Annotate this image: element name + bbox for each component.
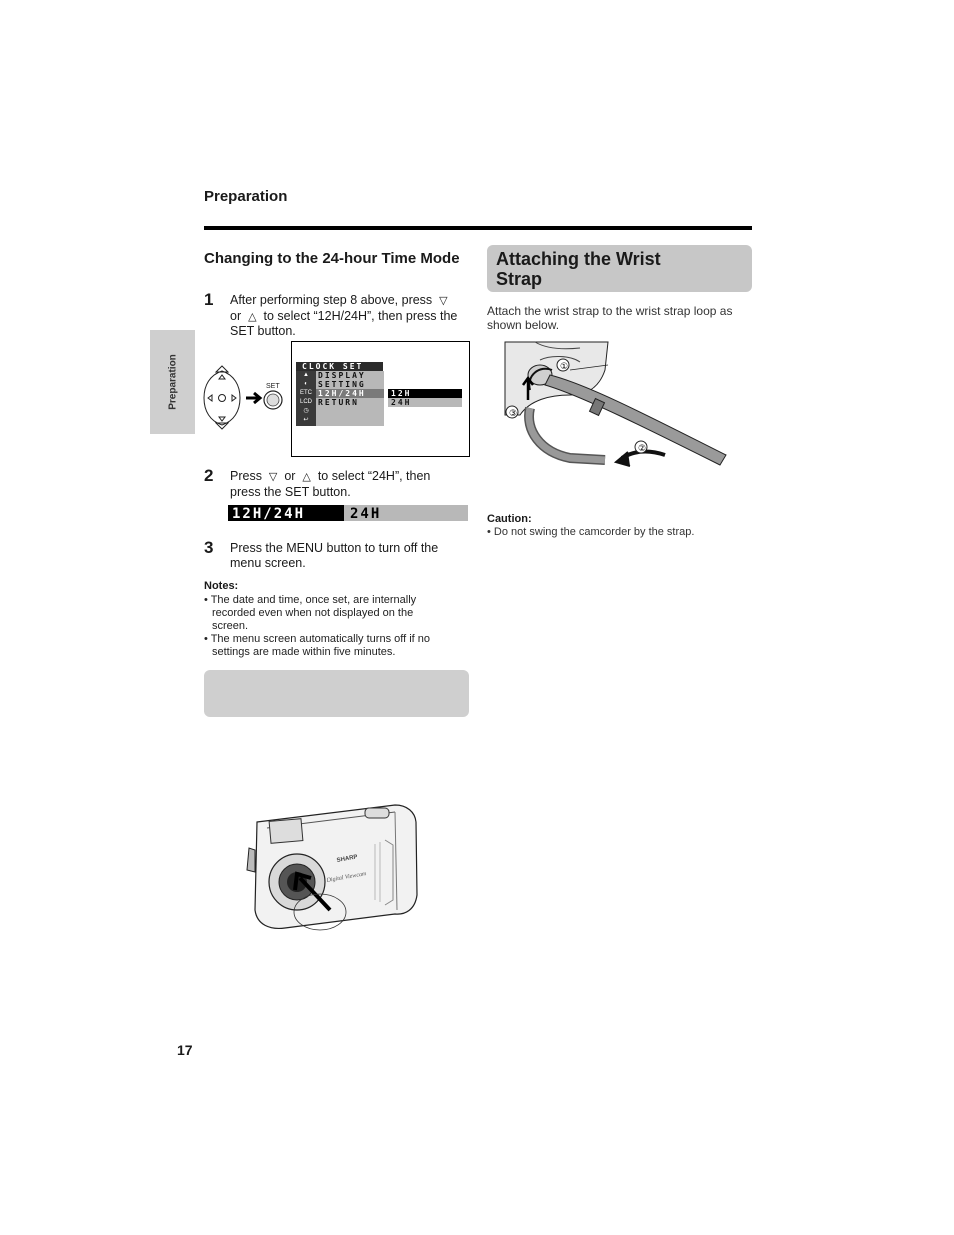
etc-icon: ETC — [300, 390, 312, 396]
down-arrow-icon: ▽ — [268, 471, 278, 483]
header-rule — [204, 226, 752, 230]
menu-list — [316, 371, 384, 426]
step-1-number: 1 — [204, 290, 214, 309]
section-title: Preparation — [204, 188, 288, 205]
menu-item-display: DISPLAY — [318, 371, 366, 380]
camera-model: Digital Viewcam — [326, 871, 367, 884]
clock-icon: ◷ — [303, 408, 309, 414]
menu-submenu — [388, 389, 462, 407]
osd-value: 24H — [350, 506, 382, 522]
return-icon: ↩ — [303, 417, 309, 423]
right-heading-box — [487, 245, 752, 292]
effect-icon: ◐ — [304, 381, 308, 387]
side-tab-label: Preparation — [167, 354, 178, 410]
menu-title: CLOCK SET — [296, 362, 383, 371]
right-heading: Attaching the Wrist Strap — [496, 249, 661, 289]
callout-1: ① — [560, 362, 569, 372]
osd-label: 12H/24H — [228, 505, 344, 521]
menu-icon-column — [296, 371, 316, 426]
note-item: • The menu screen automatically turns off if no — [204, 633, 431, 645]
left-heading: Changing to the 24-hour Time Mode — [204, 250, 460, 267]
lcd-icon: LCD — [299, 399, 312, 405]
attach-instructions: Attach the wrist strap to the wrist strap loop as shown below. — [487, 304, 733, 332]
camcorder-illustration — [245, 800, 425, 940]
submenu-24h: 24H — [388, 398, 462, 407]
menu-item-return: RETURN — [318, 398, 359, 407]
gray-panel — [204, 670, 469, 717]
set-label: SET — [266, 383, 280, 390]
caution-heading: Caution: — [487, 513, 532, 525]
wrist-strap-illustration — [500, 340, 740, 480]
step-2-number: 2 — [204, 466, 214, 485]
side-tab — [150, 330, 195, 434]
page-number: 17 — [177, 1042, 193, 1058]
camera-brand: SHARP — [336, 854, 359, 864]
menu-item-setting: SETTING — [318, 380, 366, 389]
menu-item-12h24h: 12H/24H — [316, 389, 384, 398]
note-item: • The date and time, once set, are internally — [204, 594, 417, 606]
notes-heading: Notes: — [204, 580, 239, 592]
notes-list: • The date and time, once set, are internally recorded even when not displayed on the screen. • The menu screen automatically turns off if no settings are made within five minutes. — [204, 594, 466, 659]
caution-item: • Do not swing the camcorder by the strap. — [487, 526, 695, 538]
callout-2: ② — [638, 444, 647, 454]
camera-mode-icon: ▲ — [303, 372, 309, 378]
step-3-text: Press the MENU button to turn off the menu screen. — [230, 541, 439, 570]
up-arrow-icon: △ — [248, 310, 257, 323]
joystick-illustration — [200, 365, 292, 431]
step-3-number: 3 — [204, 538, 214, 557]
down-arrow-icon: ▽ — [439, 295, 448, 307]
up-arrow-icon: △ — [302, 471, 311, 483]
submenu-12h: 12H — [388, 389, 462, 398]
callout-3: ③ — [509, 409, 518, 419]
step-1-text: After performing step 8 above, press ▽ or △ to select “12H/24H”, then press the SET button. — [230, 293, 458, 338]
step-2-text: Press ▽ or △ to select “24H”, then press the SET button. — [230, 469, 431, 499]
